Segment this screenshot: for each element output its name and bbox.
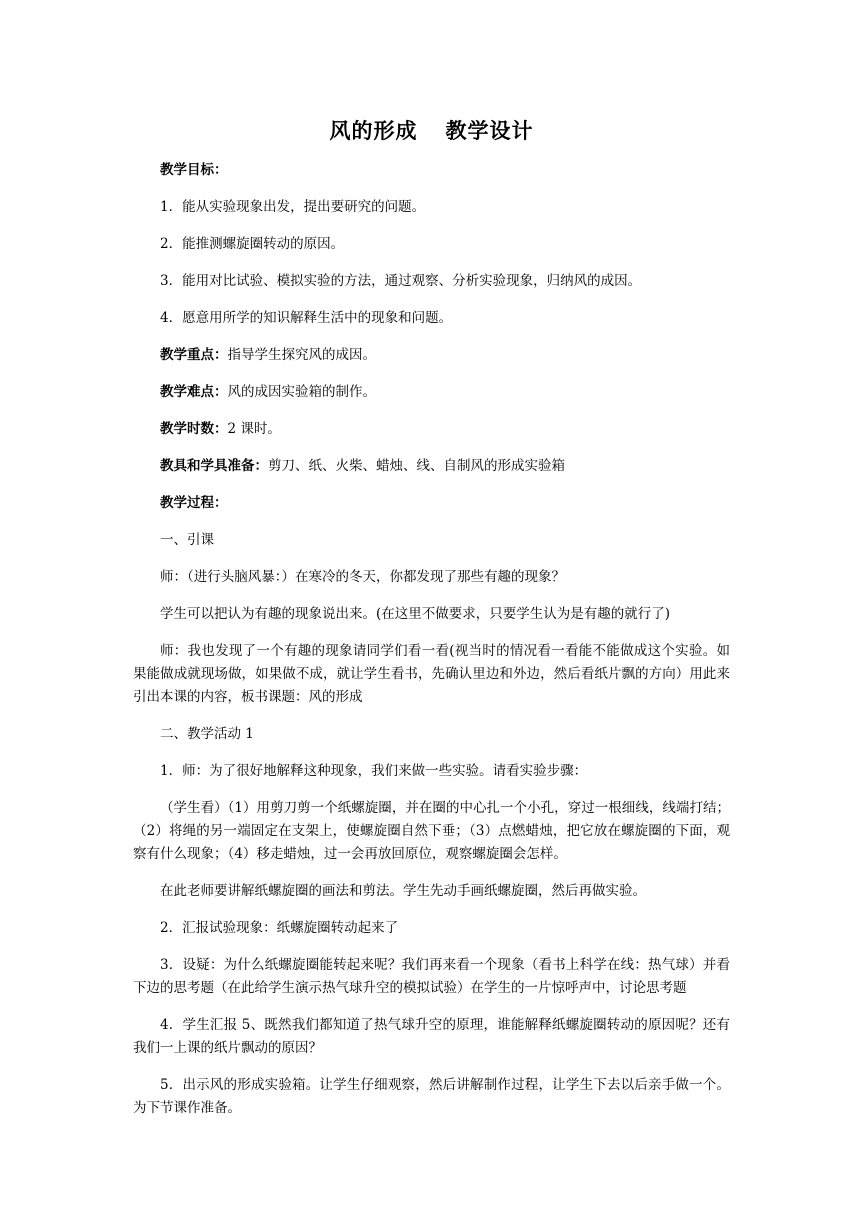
goal-item: 2．能推测螺旋圈转动的原因。	[160, 236, 345, 252]
section2-paragraph: （学生看）（1）用剪刀剪一个纸螺旋圈，并在圈的中心扎一个小孔，穿过一根细线，线端打结；（2）将绳的另一端固定在支架上，使螺旋圈自然下垂；（3）点燃蜡烛，把它放在螺旋圈的下面，观察有什么现象；（4）移走蜡烛，过一会再放回原位，观察螺旋圈会怎样。	[133, 800, 730, 862]
section1-paragraph: 师：我也发现了一个有趣的现象请同学们看一看(视当时的情况看一看能不能做成这个实验。如果能做成就现场做，如果做不成，就让学生看书，先确认里边和外边，然后看纸片飘的方向）用此来引出本课的内容，板书课题：风的形成	[133, 643, 730, 705]
section1-heading: 一、引课	[160, 532, 214, 548]
materials-text: 剪刀、纸、火柴、蜡烛、线、自制风的形成实验箱	[268, 458, 565, 474]
goal-item: 1．能从实验现象出发，提出要研究的问题。	[160, 199, 426, 215]
section1-paragraph: 学生可以把认为有趣的现象说出来。(在这里不做要求，只要学生认为是有趣的就行了)	[160, 606, 671, 622]
document-body	[133, 115, 730, 1134]
goal-item: 4．愿意用所学的知识解释生活中的现象和问题。	[160, 310, 453, 326]
section2-paragraph: 3．设疑：为什么纸螺旋圈能转起来呢？我们再来看一个现象（看书上科学在线：热气球）并看下边的思考题（在此给学生演示热气球升空的模拟试验）在学生的一片惊呼声中，讨论思考题	[133, 957, 730, 996]
hours-text: 2 课时。	[227, 421, 281, 437]
section2-paragraph: 1．师：为了很好地解释这种现象，我们来做一些实验。请看实验步骤：	[160, 763, 588, 779]
hours-label: 教学时数：	[160, 421, 228, 437]
materials-label: 教具和学具准备：	[160, 458, 268, 474]
title-part-2: 教学设计	[445, 119, 534, 143]
process-heading: 教学过程：	[160, 495, 228, 511]
difficulty-label: 教学难点：	[160, 384, 228, 400]
key-point-label: 教学重点：	[160, 347, 228, 363]
section2-paragraph: 在此老师要讲解纸螺旋圈的画法和剪法。学生先动手画纸螺旋圈，然后再做实验。	[160, 883, 646, 899]
goal-item: 3．能用对比试验、模拟实验的方法，通过观察、分析实验现象，归纳风的成因。	[160, 273, 642, 289]
key-point-text: 指导学生探究风的成因。	[227, 347, 376, 363]
materials	[133, 455, 730, 478]
title-part-1: 风的形成	[329, 119, 418, 143]
key-point	[133, 344, 730, 367]
teaching-hours	[133, 418, 730, 441]
section2-paragraph: 2．汇报试验现象：纸螺旋圈转动起来了	[160, 920, 399, 936]
difficulty-text: 风的成因实验箱的制作。	[227, 384, 376, 400]
section2-heading: 二、教学活动 1	[160, 726, 254, 742]
section2-paragraph: 4．学生汇报 5、既然我们都知道了热气球升空的原理，谁能解释纸螺旋圈转动的原因呢？还有我们一上课的纸片飘动的原因？	[133, 1017, 730, 1056]
section2-paragraph: 5．出示风的形成实验箱。让学生仔细观察，然后讲解制作过程，让学生下去以后亲手做一个。为下节课作准备。	[133, 1077, 730, 1116]
difficulty	[133, 381, 730, 404]
section1-paragraph: 师：（进行头脑风暴：）在寒冷的冬天，你都发现了那些有趣的现象？	[160, 569, 565, 585]
document-title	[133, 115, 730, 145]
goals-heading: 教学目标：	[160, 162, 228, 178]
